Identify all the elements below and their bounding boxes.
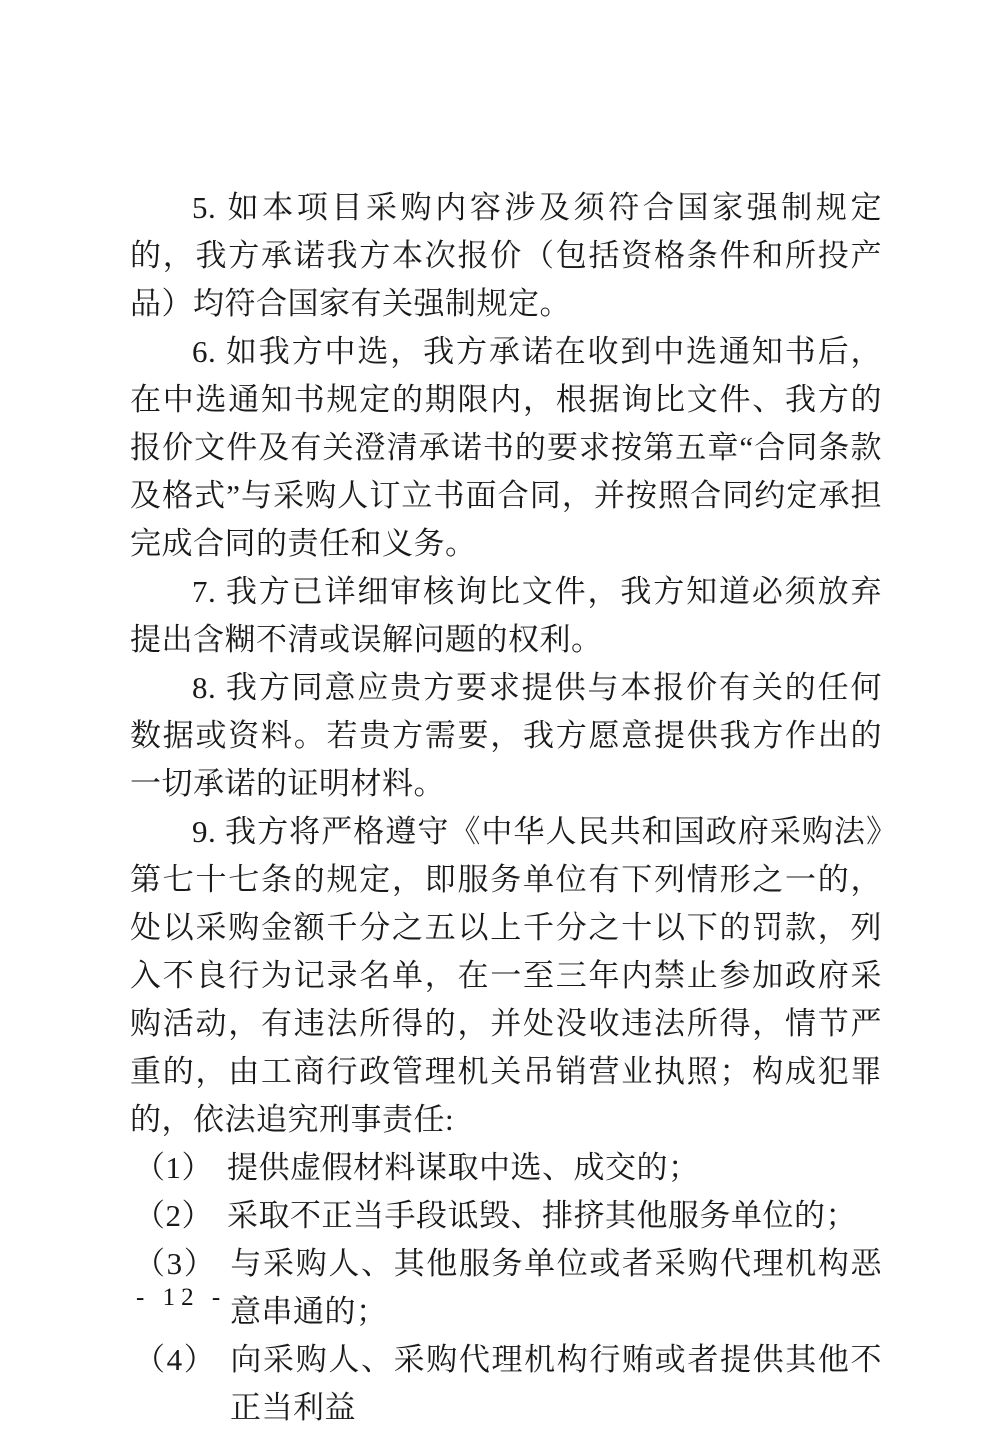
list-item-3-text: 与采购人、其他服务单位或者采购代理机构恶意串通的； xyxy=(230,1246,883,1329)
list-item-4-text: 向采购人、采购代理机构行贿或者提供其他不正当利益 xyxy=(230,1342,883,1425)
list-item-2-text: 采取不正当手段诋毁、排挤其他服务单位的； xyxy=(227,1198,857,1233)
paragraph-7: 7. 我方已详细审核询比文件，我方知道必须放弃提出含糊不清或误解问题的权利。 xyxy=(130,574,882,657)
list-item-1-marker: （1） xyxy=(134,1150,213,1185)
list-item-1-text: 提供虚假材料谋取中选、成交的； xyxy=(227,1150,700,1185)
paragraph-9: 9. 我方将严格遵守《中华人民共和国政府采购法》第七十七条的规定，即服务单位有下列情形之一的，处以采购金额千分之五以上千分之十以下的罚款，列入不良行为记录名单，在一至三年内禁止参加政府采购活动，有违法所得的，并处没收违法所得，情节严重的，由工商行政管理机关吊销营业执照；构成犯罪的，依法追究刑事责任: xyxy=(130,814,882,1137)
list-item-4 xyxy=(130,1336,882,1432)
list-item-3-marker: （3） xyxy=(134,1246,217,1281)
page-number: - 12 - xyxy=(136,1284,227,1311)
paragraph-6: 6. 如我方中选，我方承诺在收到中选通知书后，在中选通知书规定的期限内，根据询比文件、我方的报价文件及有关澄清承诺书的要求按第五章“合同条款及格式”与采购人订立书面合同，并按照合同约定承担完成合同的责任和义务。 xyxy=(130,334,882,561)
paragraph-8: 8. 我方同意应贵方要求提供与本报价有关的任何数据或资料。若贵方需要，我方愿意提供我方作出的一切承诺的证明材料。 xyxy=(130,670,882,801)
document-body xyxy=(130,184,882,1432)
paragraph-5: 5. 如本项目采购内容涉及须符合国家强制规定的，我方承诺我方本次报价（包括资格条件和所投产品）均符合国家有关强制规定。 xyxy=(130,190,882,321)
list-item-3 xyxy=(130,1240,882,1336)
list-item-2 xyxy=(130,1192,882,1240)
list-item-2-marker: （2） xyxy=(134,1198,213,1233)
list-item-4-marker: （4） xyxy=(134,1342,217,1377)
list-item-1 xyxy=(130,1144,882,1192)
